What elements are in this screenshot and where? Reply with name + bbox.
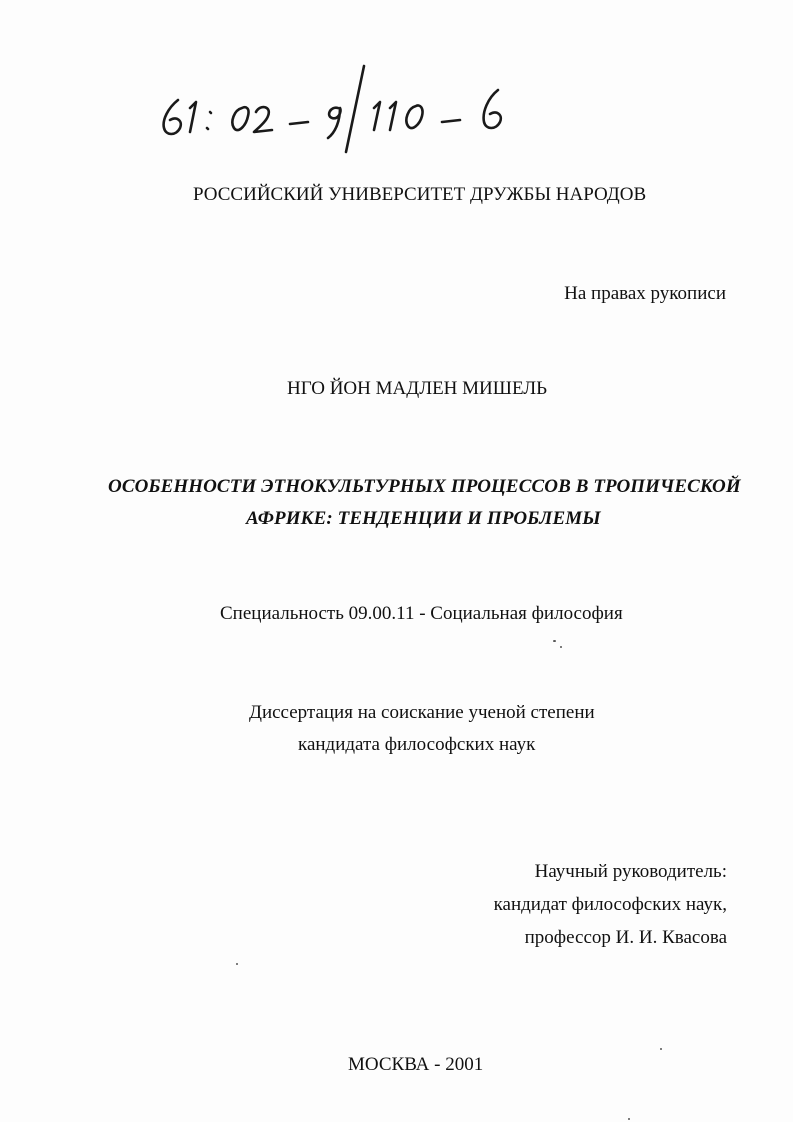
scan-speck [236,963,238,965]
manuscript-rights-note: На правах рукописи [564,283,726,304]
scan-speck [628,1118,630,1120]
dissertation-degree-line-2: кандидата философских наук [298,734,536,755]
specialty-line: Специальность 09.00.11 - Социальная философия [220,603,623,624]
handwritten-archive-code [150,60,520,160]
supervisor-name: профессор И. И. Квасова [524,927,727,948]
scan-speck [560,646,562,648]
author-name: НГО ЙОН МАДЛЕН МИШЕЛЬ [287,378,548,399]
dissertation-title-line-2: АФРИКЕ: ТЕНДЕНЦИИ И ПРОБЛЕМЫ [246,508,601,529]
scan-speck [553,640,556,642]
supervisor-degree: кандидат философских наук, [493,894,727,915]
dissertation-degree-line-1: Диссертация на соискание ученой степени [249,702,595,723]
scan-speck [660,1048,662,1050]
supervisor-heading: Научный руководитель: [534,861,727,882]
city-year: МОСКВА - 2001 [348,1054,484,1075]
dissertation-title-line-1: ОСОБЕННОСТИ ЭТНОКУЛЬТУРНЫХ ПРОЦЕССОВ В ТРОПИЧЕСКОЙ [108,476,741,497]
university-name: РОССИЙСКИЙ УНИВЕРСИТЕТ ДРУЖБЫ НАРОДОВ [193,184,647,205]
